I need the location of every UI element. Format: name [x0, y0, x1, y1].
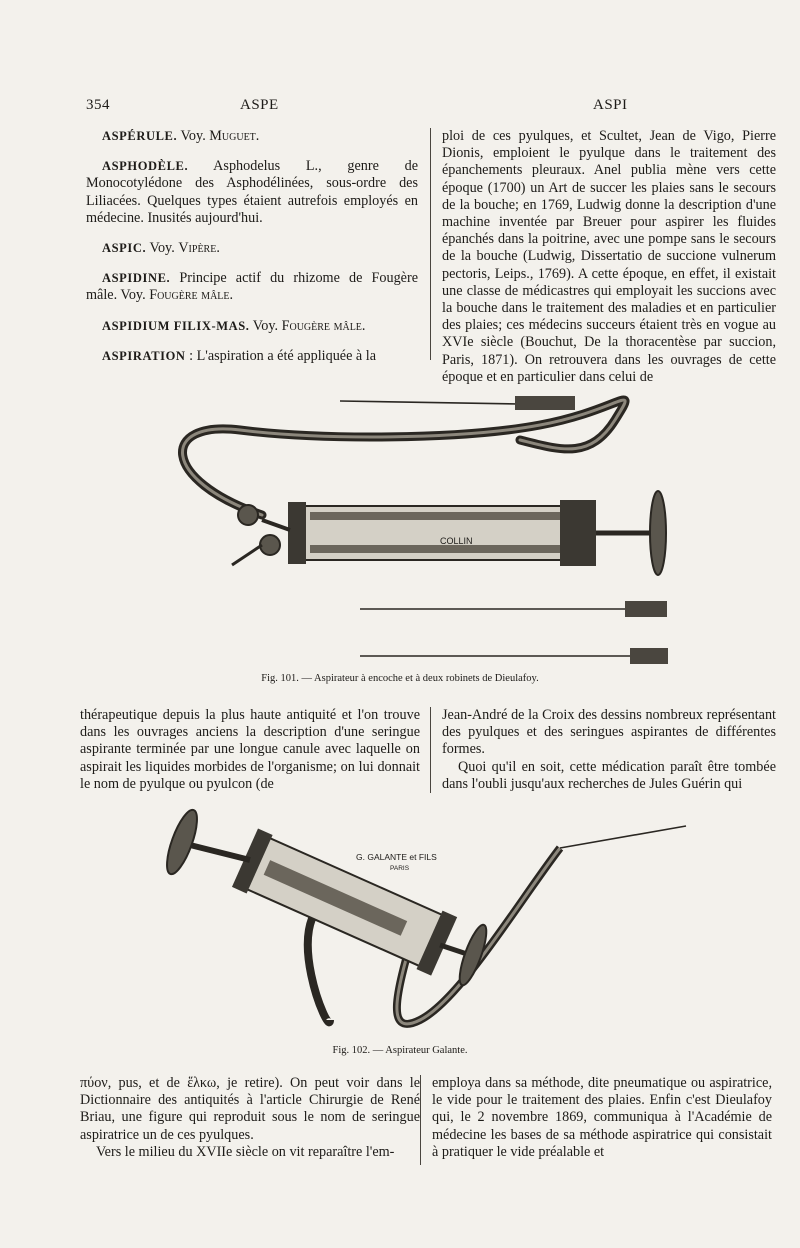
- paragraph: Jean-André de la Croix des dessins nombreux représentant des pyulques et des seringues aspirantes de différentes formes.: [442, 707, 776, 758]
- galante-label-city: PARIS: [390, 865, 410, 872]
- page-number: 354: [86, 97, 110, 113]
- entry-aspidine: ASPIDINE. Principe actif du rhizome de Fougère mâle. Voy. Fougère mâle.: [86, 270, 418, 304]
- entry-aspidium: ASPIDIUM FILIX-MAS. Voy. Fougère mâle.: [102, 317, 366, 334]
- paragraph: thérapeutique depuis la plus haute antiquité et l'on trouve dans les ouvrages anciens la description d'une seringue aspirante terminée par une longue canule avec laquelle on aspirait les liquides morbides de l'organisme; on lui donnait le nom de pyulque ou pyulcon (de: [80, 707, 420, 792]
- column-rule-bottom: [420, 1075, 421, 1165]
- running-head-left: ASPE: [240, 97, 279, 113]
- column-rule-mid: [430, 707, 431, 793]
- entry-aspic: ASPIC. Voy. Vipère.: [102, 240, 220, 257]
- right-column-mid: [442, 707, 776, 793]
- figure-102-caption: Fig. 102. — Aspirateur Galante.: [332, 1045, 468, 1056]
- paragraph: Vers le milieu du XVIIe siècle on vit reparaître l'em-: [96, 1143, 395, 1160]
- entry-aspiration: ASPIRATION : L'aspiration a été appliquée à la: [102, 347, 377, 364]
- syringe-label: COLLIN: [440, 536, 473, 546]
- left-column-bottom: [80, 1075, 420, 1161]
- running-head-right: ASPI: [593, 97, 628, 113]
- paragraph: πύον, pus, et de ἕλκω, je retire). On peut voir dans le Dictionnaire des antiquités à l'article Chirurgie de René Briau, une figure qui reproduit sous le nom de seringue aspiratrice un de ces pyulques.: [80, 1075, 420, 1143]
- paragraph: employa dans sa méthode, dite pneumatique ou aspiratrice, le vide pour le traitement des plaies. Enfin c'est Dieulafoy qui, le 2 novembre 1869, communiqua à l'Académie de médecine les bases de sa méthode aspiratrice qui consistait à pratiquer le vide préalable et: [432, 1075, 772, 1160]
- paragraph: Quoi qu'il en soit, cette médication paraît être tombée dans l'oubli jusqu'aux recherches de Jules Guérin qui: [442, 758, 776, 792]
- entry-asperule: ASPÉRULE. Voy. Muguet.: [102, 128, 260, 144]
- entry-asphodele: ASPHODÈLE. Asphodelus L., genre de Monocotylédone des Asphodélinées, sous-ordre des Liliacées. Quelques types étaient autrefois employés en médecine. Inusités aujourd'hui.: [86, 158, 418, 226]
- left-column-mid: [80, 707, 420, 793]
- galante-label: G. GALANTE et FILS: [356, 852, 437, 862]
- right-column-bottom: [432, 1075, 772, 1161]
- paragraph: ploi de ces pyulques, et Scultet, Jean de Vigo, Pierre Dionis, emploient le pyulque dans le traitement des épanchements pleuraux. Anel publia mène vers cette époque (1700) un Art de succer les plaies sans le secours de la bouche; en 1769, Ludwig donne la description d'une machine inventée par Breuer pour aspirer les fluides épanchés dans la poitrine, avec une pompe sans le secours de la bouche (Ludwig, Dissertatio de succione vulnerum pectoris, Leips., 1769). A cette époque, en effet, il existait une classe de médicastres qui employait les succions avec la bouche dans le traitement des maladies et en particulier des plaies; ces médecins succeurs étaient très en vogue au XVIe siècle (Bouchut, De la thoracentèse par succion, Paris, 1871). On retrouvera dans les ouvrages de cette époque et en particulier dans celui de: [442, 128, 776, 385]
- figure-101-caption: Fig. 101. — Aspirateur à encoche et à deux robinets de Dieulafoy.: [261, 673, 539, 684]
